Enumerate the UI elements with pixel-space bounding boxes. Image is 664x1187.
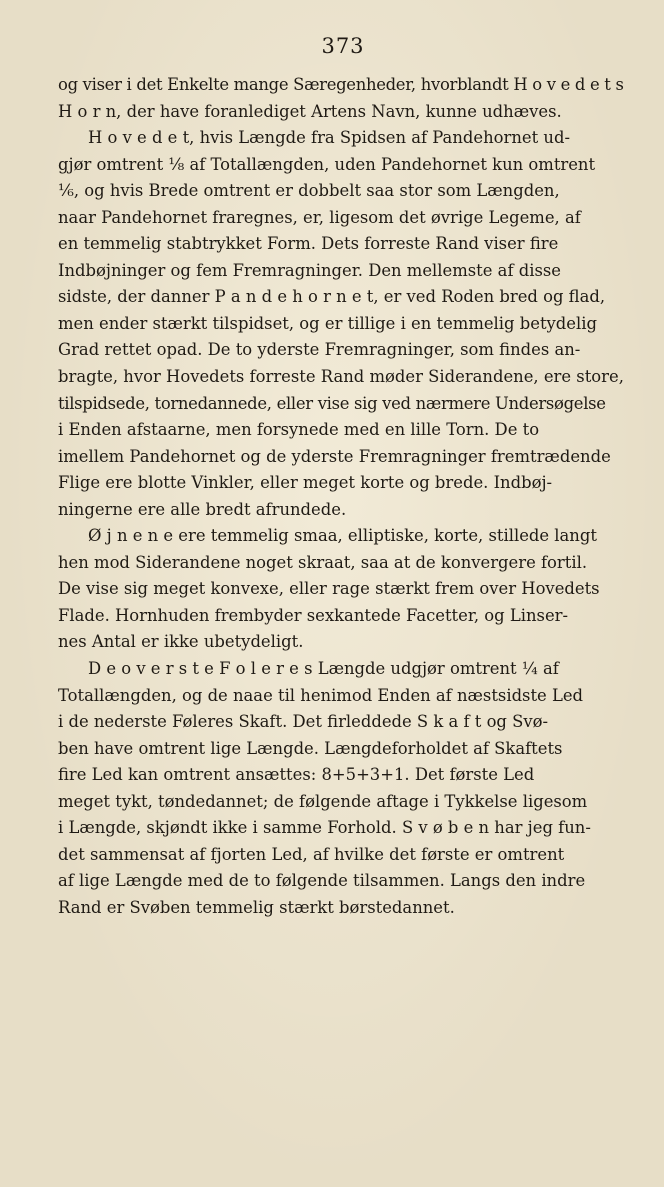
- text-line: Flige ere blotte Vinkler, eller meget korte og brede. Indbøj-: [58, 473, 553, 493]
- text-line: og viser i det Enkelte mange Særegenheder, hvorblandt H o v e d e t s: [58, 75, 624, 94]
- text-line: i Enden afstaarne, men forsynede med en lille Torn. De to: [58, 420, 540, 440]
- text-line: meget tykt, tøndedannet; de følgende aftage i Tykkelse ligesom: [58, 791, 588, 811]
- text-line: H o r n, der have foranlediget Artens Navn, kunne udhæves.: [58, 101, 562, 121]
- text-line: tilspidsede, tornedannede, eller vise sig ved nærmere Undersøgelse: [58, 393, 606, 413]
- text-line: ⅙, og hvis Brede omtrent er dobbelt saa stor som Længden,: [58, 181, 560, 201]
- text-line: D e o v e r s t e F o l e r e s Længde udgjør omtrent ¼ af: [88, 659, 559, 679]
- text-line: fire Led kan omtrent ansættes: 8+5+3+1. Det første Led: [58, 765, 535, 785]
- text-line: ben have omtrent lige Længde. Længdeforholdet af Skaftets: [58, 738, 563, 758]
- body-text: [58, 72, 624, 922]
- text-line: af lige Længde med de to følgende tilsammen. Langs den indre: [58, 871, 586, 891]
- text-line: Grad rettet opad. De to yderste Fremragninger, som findes an-: [58, 340, 581, 360]
- text-line: imellem Pandehornet og de yderste Fremragninger fremtrædende: [58, 446, 611, 466]
- text-line: Rand er Svøben temmelig stærkt børstedannet.: [58, 897, 455, 917]
- text-line: ningerne ere alle bredt afrundede.: [58, 499, 347, 519]
- text-line: i de nederste Føleres Skaft. Det firleddede S k a f t og Svø-: [58, 712, 549, 732]
- text-line: nes Antal er ikke ubetydeligt.: [58, 632, 304, 652]
- text-line: i Længde, skjøndt ikke i samme Forhold. S v ø b e n har jeg fun-: [58, 818, 591, 838]
- text-line: bragte, hvor Hovedets forreste Rand møder Siderandene, ere store,: [58, 367, 624, 387]
- text-line: Totallængden, og de naae til henimod Enden af næstsidste Led: [58, 685, 584, 705]
- text-line: naar Pandehornet fraregnes, er, ligesom det øvrige Legeme, af: [58, 207, 581, 227]
- text-line: det sammensat af fjorten Led, af hvilke det første er omtrent: [58, 844, 565, 864]
- text-line: Indbøjninger og fem Fremragninger. Den mellemste af disse: [58, 260, 561, 280]
- text-line: men ender stærkt tilspidset, og er tillige i en temmelig betydelig: [58, 313, 597, 333]
- text-line: sidste, der danner P a n d e h o r n e t, er ved Roden bred og flad,: [58, 287, 606, 307]
- text-line: en temmelig stabtrykket Form. Dets forreste Rand viser fire: [58, 234, 559, 254]
- text-line: hen mod Siderandene noget skraat, saa at de konvergere fortil.: [58, 552, 588, 572]
- text-line: De vise sig meget konvexe, eller rage stærkt frem over Hovedets: [58, 579, 600, 599]
- text-line: Ø j n e n e ere temmelig smaa, elliptiske, korte, stillede langt: [88, 526, 597, 546]
- text-line: Flade. Hornhuden frembyder sexkantede Facetter, og Linser-: [58, 605, 569, 625]
- text-line: H o v e d e t, hvis Længde fra Spidsen af Pandehornet ud-: [88, 128, 570, 148]
- page-number: 373: [321, 34, 365, 58]
- text-line: gjør omtrent ⅛ af Totallængden, uden Pandehornet kun omtrent: [58, 154, 596, 174]
